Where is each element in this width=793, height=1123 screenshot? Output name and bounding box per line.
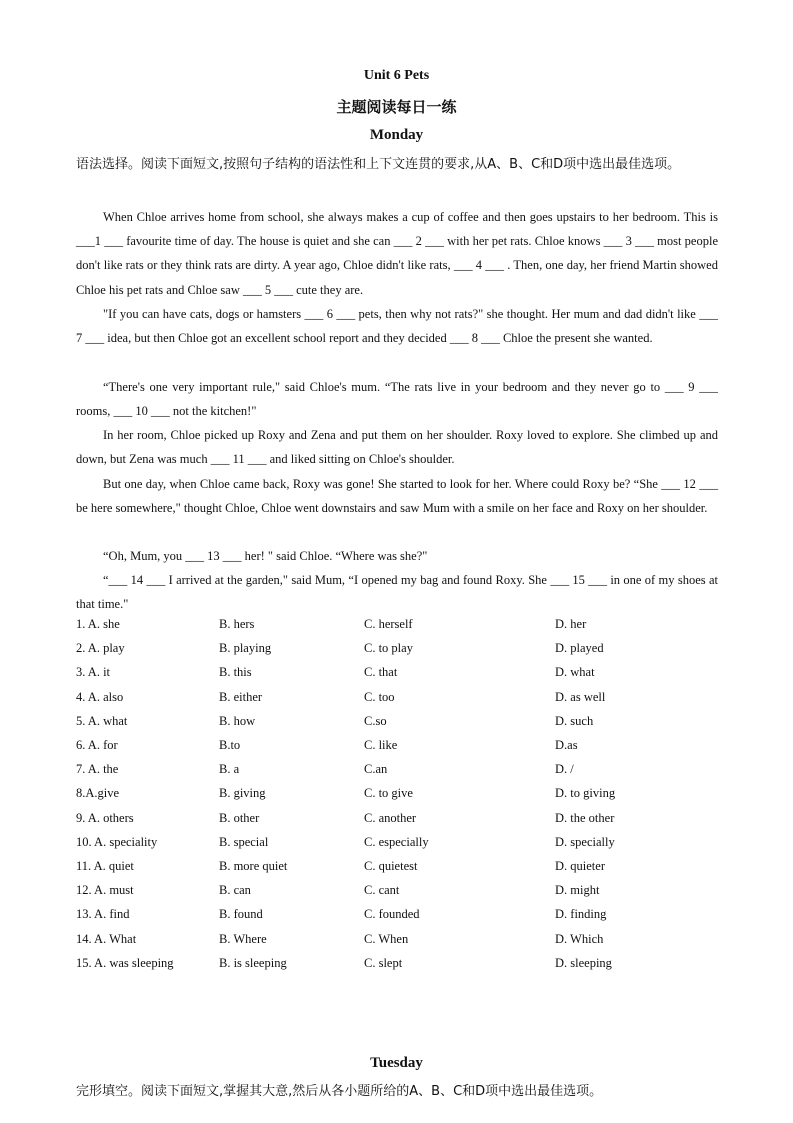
answer-option[interactable]: C. When — [364, 931, 409, 946]
answer-option[interactable]: B. can — [219, 883, 251, 898]
answer-option[interactable]: C.so — [364, 713, 387, 728]
answer-option[interactable]: B. Where — [219, 931, 267, 946]
answer-option[interactable]: B. is sleeping — [219, 955, 287, 970]
answer-option[interactable]: C. that — [364, 665, 398, 680]
answer-option[interactable]: C. quietest — [364, 859, 418, 873]
passage-paragraph-1: When Chloe arrives home from school, she always makes a cup of coffee and then goes upstairs to her bedroom. This is ___1 ___ favourite time of day. The house is quiet and she can ___ 2 ___ with her pet rats. Chloe knows ___ 3 ___ most people don't like rats or they think rats are dirty. A year ago, Chloe didn't like rats, ___ 4 ___ . Then, one day, her friend Martin showed Chloe his pet rats and Chloe saw ___ 5 ___ cute they are. — [76, 210, 718, 297]
answer-option[interactable]: D. / — [555, 762, 574, 777]
answer-option[interactable]: 7. A. the — [76, 762, 119, 777]
answer-option[interactable]: C. slept — [364, 955, 403, 970]
answer-option[interactable]: 10. A. speciality — [76, 834, 158, 849]
answer-option[interactable]: D. played — [555, 641, 604, 656]
answer-option[interactable]: D. the other — [555, 810, 615, 825]
answer-option[interactable]: 15. A. was sleeping — [76, 955, 174, 970]
passage-paragraph-2: "If you can have cats, dogs or hamsters ___ 6 ___ pets, then why not rats?" she thought. Her mum and dad didn't like ___ 7 ___ idea, but then Chloe got an excellent school report and they decided ___ 8 ___ Chloe the present she wanted. — [76, 307, 718, 346]
answer-option[interactable]: D. such — [555, 713, 594, 728]
answer-option[interactable]: C. cant — [364, 883, 400, 898]
answer-option[interactable]: D. as well — [555, 689, 606, 704]
answer-option[interactable]: B. how — [219, 713, 256, 728]
answer-option[interactable]: C. herself — [364, 617, 413, 631]
unit-title: Unit 6 Pets — [363, 68, 430, 83]
answer-option[interactable]: D.as — [555, 738, 578, 752]
passage-paragraph-3: “There's one very important rule," said Chloe's mum. “The rats live in your bedroom and they never go to ___ 9 ___ rooms, ___ 10 ___ not the kitchen!" — [76, 380, 718, 419]
answer-option[interactable]: D. finding — [555, 907, 607, 922]
tuesday-instruction: 完形填空。阅读下面短文,掌握其大意,然后从各小题所给的A、B、C和D项中选出最佳选项。 — [76, 1084, 603, 1099]
answer-option[interactable]: C. like — [364, 738, 398, 752]
answer-option[interactable]: C. to give — [364, 786, 413, 801]
answer-option[interactable]: C. founded — [364, 907, 420, 922]
answer-option[interactable]: 8.A.give — [76, 786, 120, 801]
passage-paragraph-4: In her room, Chloe picked up Roxy and Zena and put them on her shoulder. Roxy loved to explore. She climbed up and down, but Zena was much ___ 11 ___ and liked sitting on Chloe's shoulder. — [76, 428, 718, 467]
monday-instruction: 语法选择。阅读下面短文,按照句子结构的语法性和上下文连贯的要求,从A、B、C和D项中选出最佳选项。 — [76, 157, 681, 172]
tuesday-heading: Tuesday — [370, 1055, 423, 1071]
answer-option[interactable]: B. giving — [219, 786, 266, 801]
answer-option[interactable]: C. especially — [364, 834, 429, 849]
passage-paragraph-5: But one day, when Chloe came back, Roxy was gone! She started to look for her. Where could Roxy be? “She ___ 12 ___ be here somewhere," thought Chloe, Chloe went downstairs and saw Mum with a smile on her face and Roxy on her shoulder. — [76, 477, 718, 516]
answer-option[interactable]: B. this — [219, 665, 252, 680]
answer-option[interactable]: D. to giving — [555, 786, 616, 801]
answer-option[interactable]: B. more quiet — [219, 859, 288, 873]
answer-option[interactable]: D. Which — [555, 931, 604, 946]
monday-heading: Monday — [369, 127, 424, 143]
answer-option[interactable]: B. found — [219, 907, 263, 922]
answer-option[interactable]: 14. A. What — [76, 931, 137, 946]
answer-option[interactable]: 9. A. others — [76, 810, 134, 825]
answer-option[interactable]: B. special — [219, 834, 269, 849]
answer-option[interactable]: D. specially — [555, 834, 615, 849]
answer-option[interactable]: 1. A. she — [76, 617, 120, 631]
answer-option[interactable]: 13. A. find — [76, 907, 130, 922]
answer-option[interactable]: C. another — [364, 810, 417, 825]
answer-option[interactable]: C. too — [364, 689, 395, 704]
answer-option[interactable]: 4. A. also — [76, 689, 124, 704]
answer-option[interactable]: B. a — [219, 762, 240, 777]
passage-paragraph-6: “Oh, Mum, you ___ 13 ___ her! " said Chloe. “Where was she?" — [103, 549, 428, 563]
answer-option[interactable]: B. other — [219, 810, 260, 825]
answer-option[interactable]: B. hers — [219, 617, 255, 631]
answer-option[interactable]: 12. A. must — [76, 883, 134, 898]
answer-option[interactable]: D. her — [555, 617, 587, 631]
answer-option[interactable]: D. might — [555, 883, 600, 898]
answer-option[interactable]: 6. A. for — [76, 738, 118, 752]
answer-option[interactable]: B. either — [219, 689, 263, 704]
answer-option[interactable]: B. playing — [219, 641, 272, 656]
answer-option[interactable]: 11. A. quiet — [76, 859, 134, 873]
answer-option[interactable]: C.an — [364, 762, 388, 777]
answer-option[interactable]: D. what — [555, 665, 595, 680]
answer-option[interactable]: B.to — [219, 738, 241, 752]
answer-option[interactable]: D. quieter — [555, 859, 605, 873]
page-subtitle: 主题阅读每日一练 — [336, 98, 457, 116]
answer-option[interactable]: 3. A. it — [76, 665, 111, 680]
passage-paragraph-7: “___ 14 ___ I arrived at the garden," said Mum, “I opened my bag and found Roxy. She ___ 15 ___ in one of my shoes at that time." — [76, 573, 718, 612]
answer-option[interactable]: 2. A. play — [76, 641, 125, 656]
answer-option[interactable]: D. sleeping — [555, 955, 612, 970]
answer-option[interactable]: C. to play — [364, 641, 413, 656]
answer-option[interactable]: 5. A. what — [76, 713, 128, 728]
